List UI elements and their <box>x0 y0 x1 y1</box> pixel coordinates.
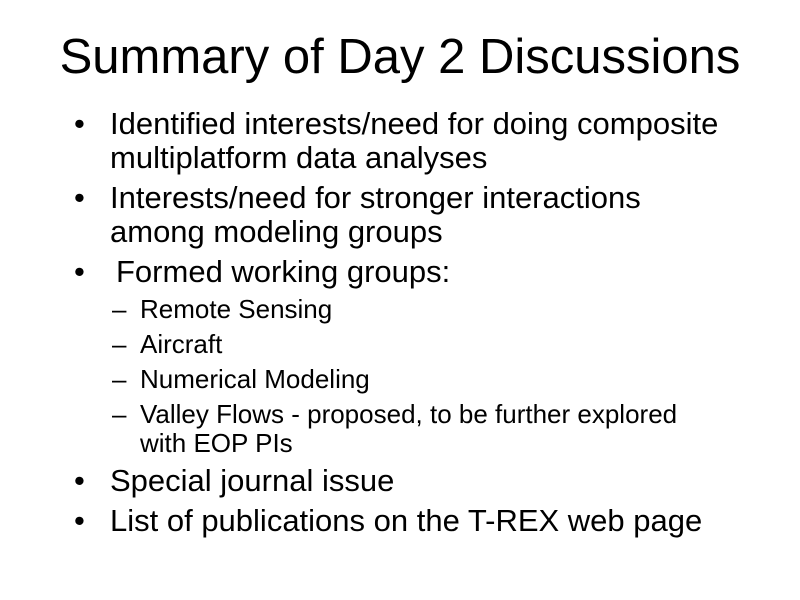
bullet-icon: • <box>74 254 85 289</box>
dash-icon: – <box>112 364 127 394</box>
bullet-text: Interests/need for stronger interactions among modeling groups <box>110 180 641 249</box>
slide-title: Summary of Day 2 Discussions <box>59 30 741 84</box>
dash-icon: – <box>112 294 127 324</box>
bullet-text: Identified interests/need for doing composite multiplatform data analyses <box>110 106 719 175</box>
sub-bullet-item <box>0 295 800 324</box>
bullet-text: List of publications on the T-REX web page <box>110 503 703 538</box>
bullet-text: Formed working groups: <box>116 254 451 289</box>
dash-icon: – <box>112 329 127 359</box>
bullet-item <box>0 504 800 538</box>
sub-bullet-item <box>0 330 800 359</box>
sub-bullet-item <box>0 365 800 394</box>
bullet-icon: • <box>74 463 85 498</box>
slide-body <box>0 107 800 538</box>
sub-bullet-text: Aircraft <box>140 329 223 359</box>
dash-icon: – <box>112 399 127 429</box>
bullet-item <box>0 255 800 289</box>
bullet-icon: • <box>74 503 85 538</box>
bullet-text: Special journal issue <box>110 463 395 498</box>
sub-bullet-text: Numerical Modeling <box>140 364 370 394</box>
bullet-icon: • <box>74 180 85 215</box>
bullet-icon: • <box>74 106 85 141</box>
bullet-item <box>0 181 800 249</box>
sub-bullet-item <box>0 400 800 458</box>
bullet-item <box>0 464 800 498</box>
bullet-item <box>0 107 800 175</box>
sub-bullet-text: Remote Sensing <box>140 294 333 324</box>
sub-bullet-text: Valley Flows - proposed, to be further explored with EOP PIs <box>140 399 678 458</box>
